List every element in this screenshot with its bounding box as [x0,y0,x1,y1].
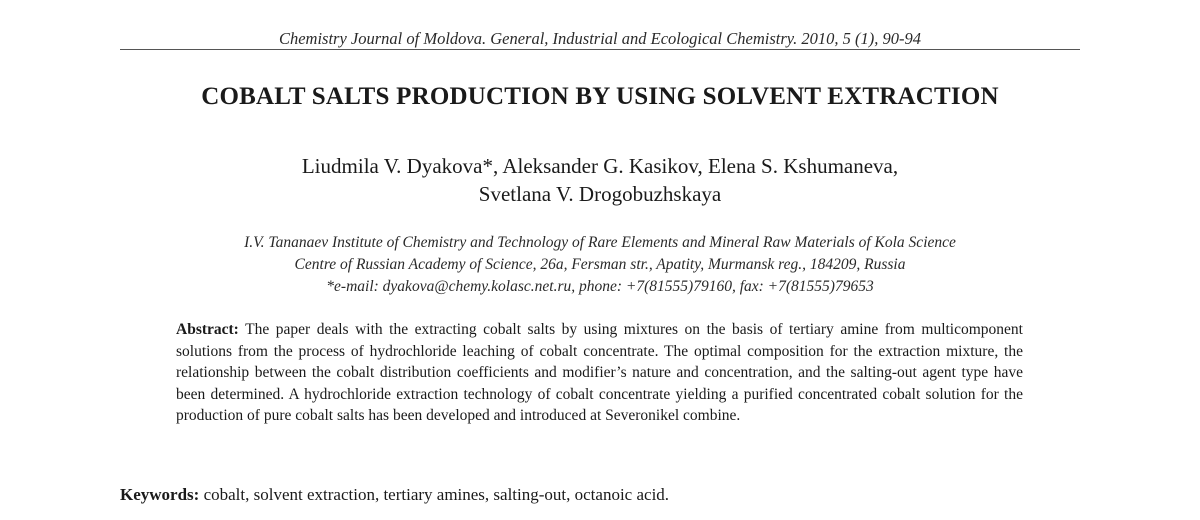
keywords-text: cobalt, solvent extraction, tertiary amines, salting-out, octanoic acid. [203,485,670,504]
affiliation-line-2: Centre of Russian Academy of Science, 26a, Fersman str., Apatity, Murmansk reg., 184209, Russia [294,256,906,273]
paper-title: COBALT SALTS PRODUCTION BY USING SOLVENT EXTRACTION [201,83,999,110]
abstract [176,319,1023,427]
running-head: Chemistry Journal of Moldova. General, Industrial and Ecological Chemistry. 2010, 5 (1), 90-94 [278,29,922,48]
contact-line: *e-mail: dyakova@chemy.kolasc.net.ru, phone: +7(81555)79160, fax: +7(81555)79653 [326,278,874,295]
affiliation-line-1: I.V. Tananaev Institute of Chemistry and Technology of Rare Elements and Mineral Raw Materials of Kola Science [244,234,956,251]
authors [0,152,1200,208]
authors-line-2: Svetlana V. Drogobuzhskaya [478,182,722,206]
abstract-text: The paper deals with the extracting cobalt salts by using mixtures on the basis of tertiary amine from multicomponent solutions from the process of hydrochloride leaching of cobalt concentrate. The optimal composition for the extraction mixture, the relationship between the cobalt distribution coefficients and modifier’s nature and concentration, and the salting-out agent type have been determined. A hydrochloride extraction technology of cobalt concentrate yielding a purified concentrated cobalt solution for the production of pure cobalt salts has been developed and introduced at Severonikel combine. [176,321,1023,425]
header-rule [120,49,1080,50]
keywords-label: Keywords: [120,485,200,504]
abstract-label: Abstract: [176,321,239,338]
affiliation [0,232,1200,298]
authors-line-1: Liudmila V. Dyakova*, Aleksander G. Kasikov, Elena S. Kshumaneva, [301,154,899,178]
keywords [120,485,1080,505]
